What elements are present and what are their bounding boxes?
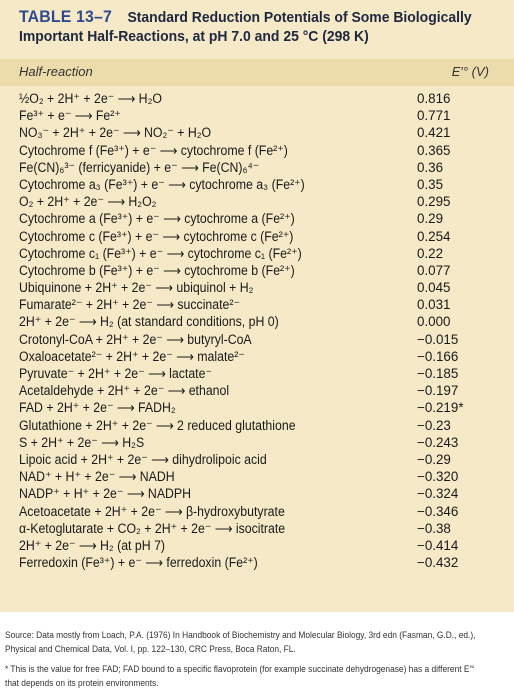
potential-cell: 0.254: [417, 228, 451, 244]
potential-cell: −0.324: [417, 486, 459, 502]
half-reaction-cell: NO₃⁻ + 2H⁺ + 2e⁻ ⟶ NO₂⁻ + H₂O: [19, 125, 212, 141]
table-row: [0, 331, 514, 348]
half-reaction-cell: Cytochrome f (Fe³⁺) + e⁻ ⟶ cytochrome f (Fe²⁺): [19, 142, 288, 158]
potential-cell: −0.219*: [417, 400, 464, 416]
column-header-half-reaction: Half-reaction: [19, 64, 93, 79]
half-reaction-cell: ½O₂ + 2H⁺ + 2e⁻ ⟶ H₂O: [19, 91, 162, 106]
source-note-line-1: Source: Data mostly from Loach, P.A. (1976) In Handbook of Biochemistry and Molecular Biology, 3rd edn (Fasman, G.D., ed.),: [5, 630, 476, 640]
table-row: [0, 537, 514, 554]
half-reaction-cell: α-Ketoglutarate + CO₂ + 2H⁺ + 2e⁻ ⟶ isocitrate: [19, 520, 286, 536]
table-row: [0, 159, 514, 176]
half-reaction-cell: O₂ + 2H⁺ + 2e⁻ ⟶ H₂O₂: [19, 194, 157, 210]
half-reaction-cell: Cytochrome c₁ (Fe³⁺) + e⁻ ⟶ cytochrome c₁ (Fe²⁺): [19, 245, 302, 261]
potential-cell: −0.38: [417, 520, 451, 536]
table-row: [0, 468, 514, 485]
potential-cell: 0.077: [417, 262, 451, 278]
potential-cell: 0.000: [417, 314, 451, 330]
table-number: TABLE 13–7: [19, 7, 112, 26]
table-row: [0, 417, 514, 434]
potential-cell: −0.185: [417, 366, 459, 381]
half-reaction-cell: Fumarate²⁻ + 2H⁺ + 2e⁻ ⟶ succinate²⁻: [19, 297, 241, 313]
half-reaction-cell: Fe³⁺ + e⁻ ⟶ Fe²⁺: [19, 108, 121, 124]
half-reaction-cell: S + 2H⁺ + 2e⁻ ⟶ H₂S: [19, 434, 145, 450]
potential-cell: 0.031: [417, 297, 451, 313]
table-row: [0, 90, 514, 107]
potential-cell: 0.421: [417, 125, 451, 141]
potential-cell: 0.771: [417, 108, 451, 124]
half-reaction-cell: 2H⁺ + 2e⁻ ⟶ H₂ (at pH 7): [19, 537, 166, 553]
table-row: [0, 554, 514, 571]
title-text-1: Standard Reduction Potentials of Some Biologically: [127, 9, 472, 26]
half-reaction-cell: NADP⁺ + H⁺ + 2e⁻ ⟶ NADPH: [19, 486, 192, 502]
potential-cell: 0.29: [417, 211, 444, 227]
table-row: [0, 503, 514, 520]
table-row: [0, 245, 514, 262]
potential-cell: 0.295: [417, 194, 451, 210]
table-row: [0, 451, 514, 468]
potential-cell: 0.365: [417, 142, 451, 158]
potential-cell: −0.320: [417, 469, 459, 485]
title-line-1: [19, 7, 475, 27]
footnotes: [5, 628, 510, 690]
source-note-line-2: Physical and Chemical Data, Vol. I, pp. 122–130, CRC Press, Boca Raton, FL.: [5, 644, 296, 654]
potential-cell: −0.015: [417, 331, 459, 347]
potential-cell: 0.22: [417, 245, 444, 261]
potential-cell: 0.816: [417, 91, 451, 106]
half-reaction-cell: Acetaldehyde + 2H⁺ + 2e⁻ ⟶ ethanol: [19, 383, 230, 399]
potential-cell: −0.414: [417, 537, 459, 553]
table-row: [0, 382, 514, 399]
table-title: [19, 7, 509, 46]
half-reaction-cell: Acetoacetate + 2H⁺ + 2e⁻ ⟶ β-hydroxybutyrate: [19, 503, 285, 519]
half-reaction-cell: Cytochrome a₃ (Fe³⁺) + e⁻ ⟶ cytochrome a₃ (Fe²⁺): [19, 176, 305, 192]
table-row: [0, 176, 514, 193]
table-row: [0, 296, 514, 313]
table-body: [0, 90, 514, 571]
potential-cell: 0.35: [417, 176, 444, 192]
potential-cell: −0.23: [417, 417, 451, 433]
potential-cell: −0.197: [417, 383, 459, 399]
half-reaction-cell: Cytochrome c (Fe³⁺) + e⁻ ⟶ cytochrome c (Fe²⁺): [19, 228, 294, 244]
half-reaction-cell: Crotonyl-CoA + 2H⁺ + 2e⁻ ⟶ butyryl-CoA: [19, 331, 252, 347]
half-reaction-cell: NAD⁺ + H⁺ + 2e⁻ ⟶ NADH: [19, 469, 175, 485]
title-text-2: Important Half-Reactions, at pH 7.0 and 25 °C (298 K): [19, 28, 369, 45]
table-row: [0, 193, 514, 210]
half-reaction-cell: Pyruvate⁻ + 2H⁺ + 2e⁻ ⟶ lactate⁻: [19, 366, 212, 381]
potential-cell: −0.346: [417, 503, 459, 519]
potential-cell: 0.36: [417, 159, 444, 175]
table-row: [0, 485, 514, 502]
asterisk-note-line-2: that depends on its protein environments.: [5, 678, 159, 688]
half-reaction-cell: Ferredoxin (Fe³⁺) + e⁻ ⟶ ferredoxin (Fe²⁺): [19, 555, 258, 571]
potential-cell: −0.29: [417, 451, 451, 467]
table-row: [0, 399, 514, 416]
half-reaction-cell: Oxaloacetate²⁻ + 2H⁺ + 2e⁻ ⟶ malate²⁻: [19, 348, 245, 364]
half-reaction-cell: Lipoic acid + 2H⁺ + 2e⁻ ⟶ dihydrolipoic acid: [19, 451, 267, 467]
table-row: [0, 279, 514, 296]
potential-cell: −0.166: [417, 348, 459, 364]
table-row: [0, 124, 514, 141]
table-row: [0, 365, 514, 382]
half-reaction-cell: Ubiquinone + 2H⁺ + 2e⁻ ⟶ ubiquinol + H₂: [19, 280, 254, 296]
potential-cell: −0.432: [417, 555, 459, 571]
potential-cell: −0.243: [417, 434, 459, 450]
table-row: [0, 262, 514, 279]
table-row: [0, 348, 514, 365]
table-row: [0, 210, 514, 227]
table-row: [0, 520, 514, 537]
half-reaction-cell: Cytochrome b (Fe³⁺) + e⁻ ⟶ cytochrome b (Fe²⁺): [19, 262, 295, 278]
table-row: [0, 228, 514, 245]
half-reaction-cell: Cytochrome a (Fe³⁺) + e⁻ ⟶ cytochrome a (Fe²⁺): [19, 211, 295, 227]
half-reaction-cell: Fe(CN)₆³⁻ (ferricyanide) + e⁻ ⟶ Fe(CN)₆⁴⁻: [19, 159, 260, 175]
asterisk-note-line-1: * This is the value for free FAD; FAD bound to a specific flavoprotein (for example succinate dehydrogenase) has a different E′°: [5, 664, 475, 674]
half-reaction-cell: 2H⁺ + 2e⁻ ⟶ H₂ (at standard conditions, pH 0): [19, 314, 279, 330]
table-row: [0, 434, 514, 451]
half-reaction-cell: FAD + 2H⁺ + 2e⁻ ⟶ FADH₂: [19, 400, 176, 416]
table-row: [0, 313, 514, 330]
table-row: [0, 142, 514, 159]
table-row: [0, 107, 514, 124]
column-header-potential: E′° (V): [451, 64, 489, 79]
half-reaction-cell: Glutathione + 2H⁺ + 2e⁻ ⟶ 2 reduced glutathione: [19, 417, 296, 433]
potential-cell: 0.045: [417, 280, 451, 296]
